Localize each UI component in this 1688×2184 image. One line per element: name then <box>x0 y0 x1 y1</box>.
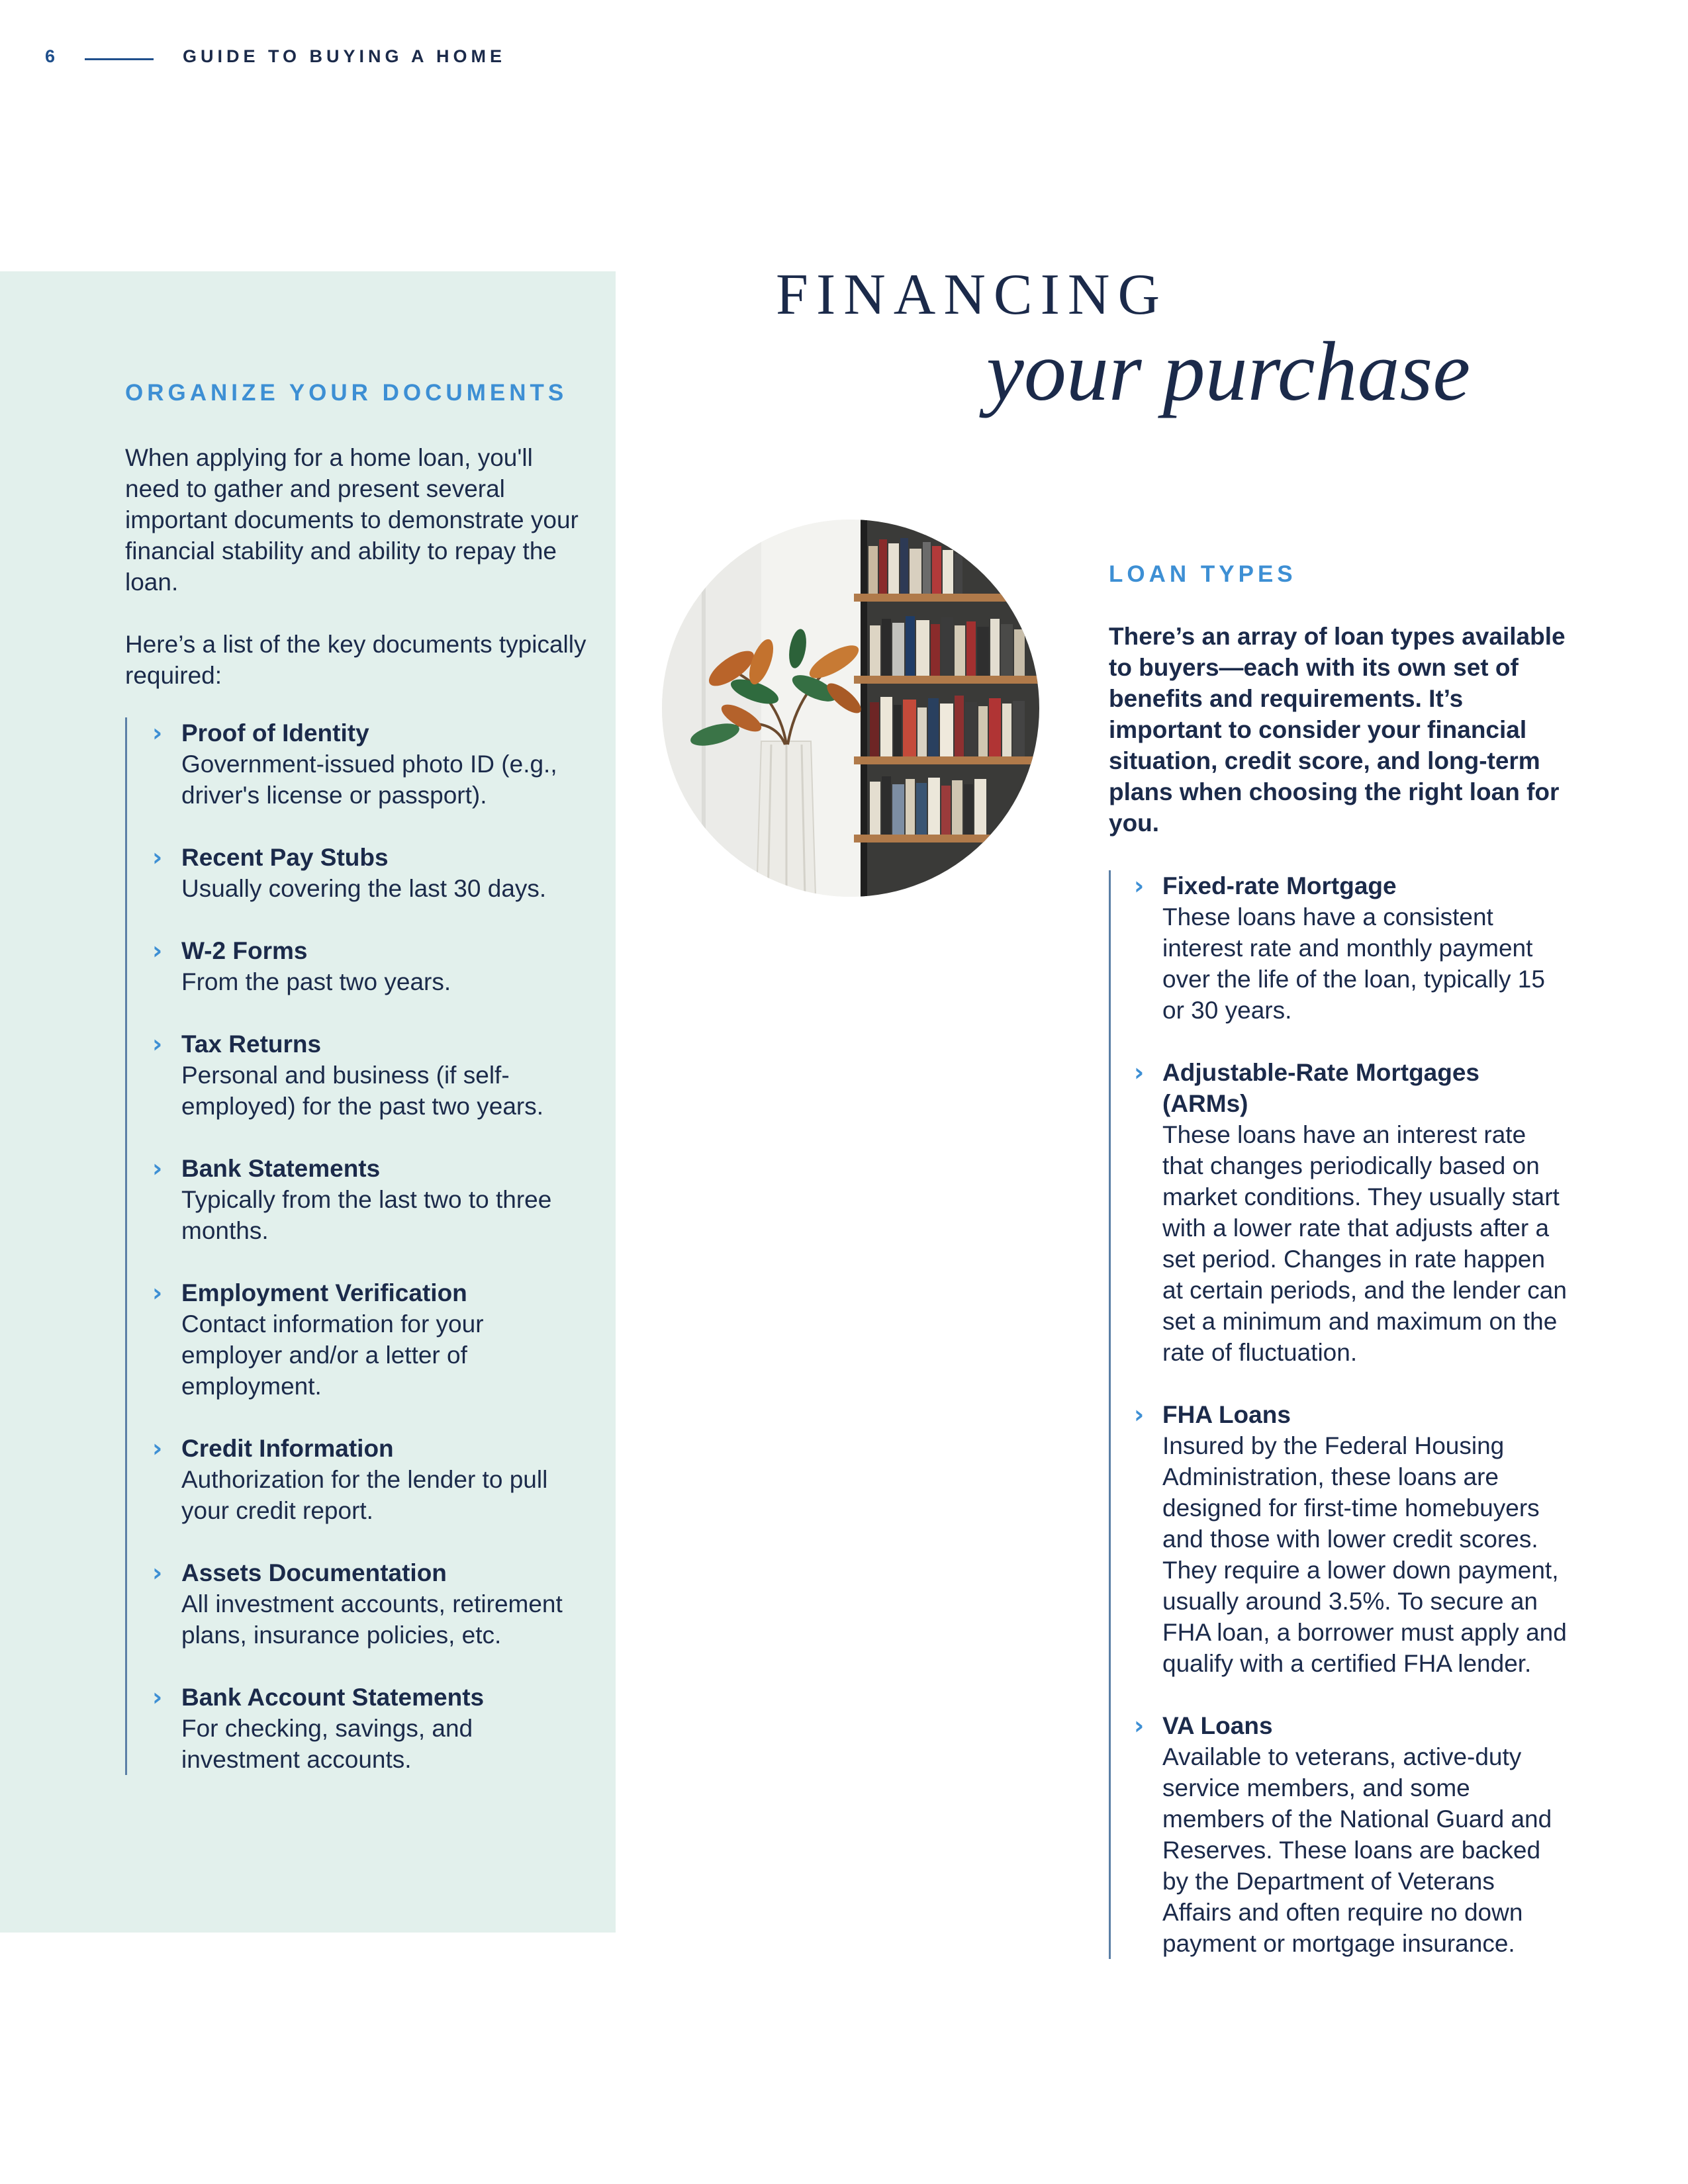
bookshelf-photo <box>662 520 1039 897</box>
item-title: Bank Statements <box>181 1155 381 1182</box>
loan-types-list <box>1109 870 1568 1959</box>
page-title: FINANCING <box>776 263 1168 327</box>
chevron-right-icon: › <box>1134 1711 1145 1740</box>
documents-intro <box>125 442 588 691</box>
list-item <box>1111 1057 1568 1368</box>
item-description: These loans have a consistent interest rate and monthly payment over the life of the loan, typically 15 or 30 years. <box>1162 903 1545 1024</box>
chevron-right-icon: › <box>1134 872 1145 900</box>
list-item <box>127 1557 590 1651</box>
item-description: All investment accounts, retirement plans, insurance policies, etc. <box>181 1590 563 1649</box>
item-description: For checking, savings, and investment accounts. <box>181 1715 473 1773</box>
intro-paragraph: When applying for a home loan, you'll need to gather and present several important documents to demonstrate your financial stability and ability to repay the loan. <box>125 444 579 596</box>
item-title: Employment Verification <box>181 1279 467 1306</box>
item-title: Adjustable-Rate Mortgages (ARMs) <box>1162 1059 1480 1117</box>
chevron-right-icon: › <box>152 1683 163 1711</box>
list-item <box>127 1277 590 1402</box>
list-item <box>1111 870 1568 1026</box>
documents-heading: ORGANIZE YOUR DOCUMENTS <box>125 380 568 406</box>
item-description: Authorization for the lender to pull your credit report. <box>181 1466 548 1524</box>
list-item <box>127 1153 590 1246</box>
chevron-right-icon: › <box>152 719 163 747</box>
list-item <box>127 1433 590 1526</box>
chevron-right-icon: › <box>152 1434 163 1463</box>
item-title: Fixed-rate Mortgage <box>1162 872 1397 899</box>
page-subtitle: your purchase <box>986 324 1471 418</box>
item-title: VA Loans <box>1162 1712 1273 1739</box>
item-description: Contact information for your employer and/or a letter of employment. <box>181 1310 484 1400</box>
list-item <box>127 935 590 997</box>
running-title: GUIDE TO BUYING A HOME <box>183 46 506 66</box>
loan-types-heading: LOAN TYPES <box>1109 561 1297 587</box>
chevron-right-icon: › <box>152 843 163 872</box>
item-description: Usually covering the last 30 days. <box>181 875 547 902</box>
chevron-right-icon: › <box>152 936 163 965</box>
item-title: Credit Information <box>181 1435 394 1462</box>
documents-list <box>125 717 590 1775</box>
chevron-right-icon: › <box>1134 1400 1145 1429</box>
header-rule <box>85 58 154 60</box>
list-item <box>127 1682 590 1775</box>
chevron-right-icon: › <box>152 1279 163 1307</box>
chevron-right-icon: › <box>1134 1058 1145 1087</box>
page-number: 6 <box>45 46 58 66</box>
item-description: These loans have an interest rate that changes periodically based on market conditions. They usually start with a lower rate that adjusts after a set period. Changes in rate happen at certain periods, and the lender can set a minimum and maximum on the rate of fluctuation. <box>1162 1121 1567 1366</box>
item-description: Typically from the last two to three months. <box>181 1186 552 1244</box>
bookshelf-illustration <box>662 520 1039 897</box>
list-item <box>127 1028 590 1122</box>
item-title: Proof of Identity <box>181 719 369 747</box>
chevron-right-icon: › <box>152 1559 163 1587</box>
loan-types-intro: There’s an array of loan types available to buyers—each with its own set of benefits and requirements. It’s important to consider your financial situation, credit score, and long-term plans when choosing the right loan for you. <box>1109 623 1566 837</box>
item-title: FHA Loans <box>1162 1401 1291 1428</box>
item-description: Available to veterans, active-duty service members, and some members of the National Guard and Reserves. These loans are backed by the Department of Veterans Affairs and often require no down payment or mortgage insurance. <box>1162 1743 1552 1957</box>
list-item <box>127 842 590 904</box>
intro-paragraph: Here’s a list of the key documents typically required: <box>125 631 586 689</box>
item-description: Government-issued photo ID (e.g., driver's license or passport). <box>181 751 557 809</box>
list-item <box>1111 1710 1568 1959</box>
item-title: Tax Returns <box>181 1030 322 1058</box>
item-description: From the past two years. <box>181 968 451 995</box>
list-item <box>127 717 590 811</box>
item-description: Personal and business (if self-employed) for the past two years. <box>181 1062 544 1120</box>
list-item <box>1111 1399 1568 1679</box>
item-title: Bank Account Statements <box>181 1684 485 1711</box>
item-description: Insured by the Federal Housing Administration, these loans are designed for first-time homebuyers and those with lower credit scores. They require a lower down payment, usually around 3.5%. To secure an FHA loan, a borrower must apply and qualify with a certified FHA lender. <box>1162 1432 1567 1677</box>
chevron-right-icon: › <box>152 1154 163 1183</box>
item-title: Assets Documentation <box>181 1559 447 1586</box>
chevron-right-icon: › <box>152 1030 163 1058</box>
item-title: W-2 Forms <box>181 937 308 964</box>
item-title: Recent Pay Stubs <box>181 844 389 871</box>
